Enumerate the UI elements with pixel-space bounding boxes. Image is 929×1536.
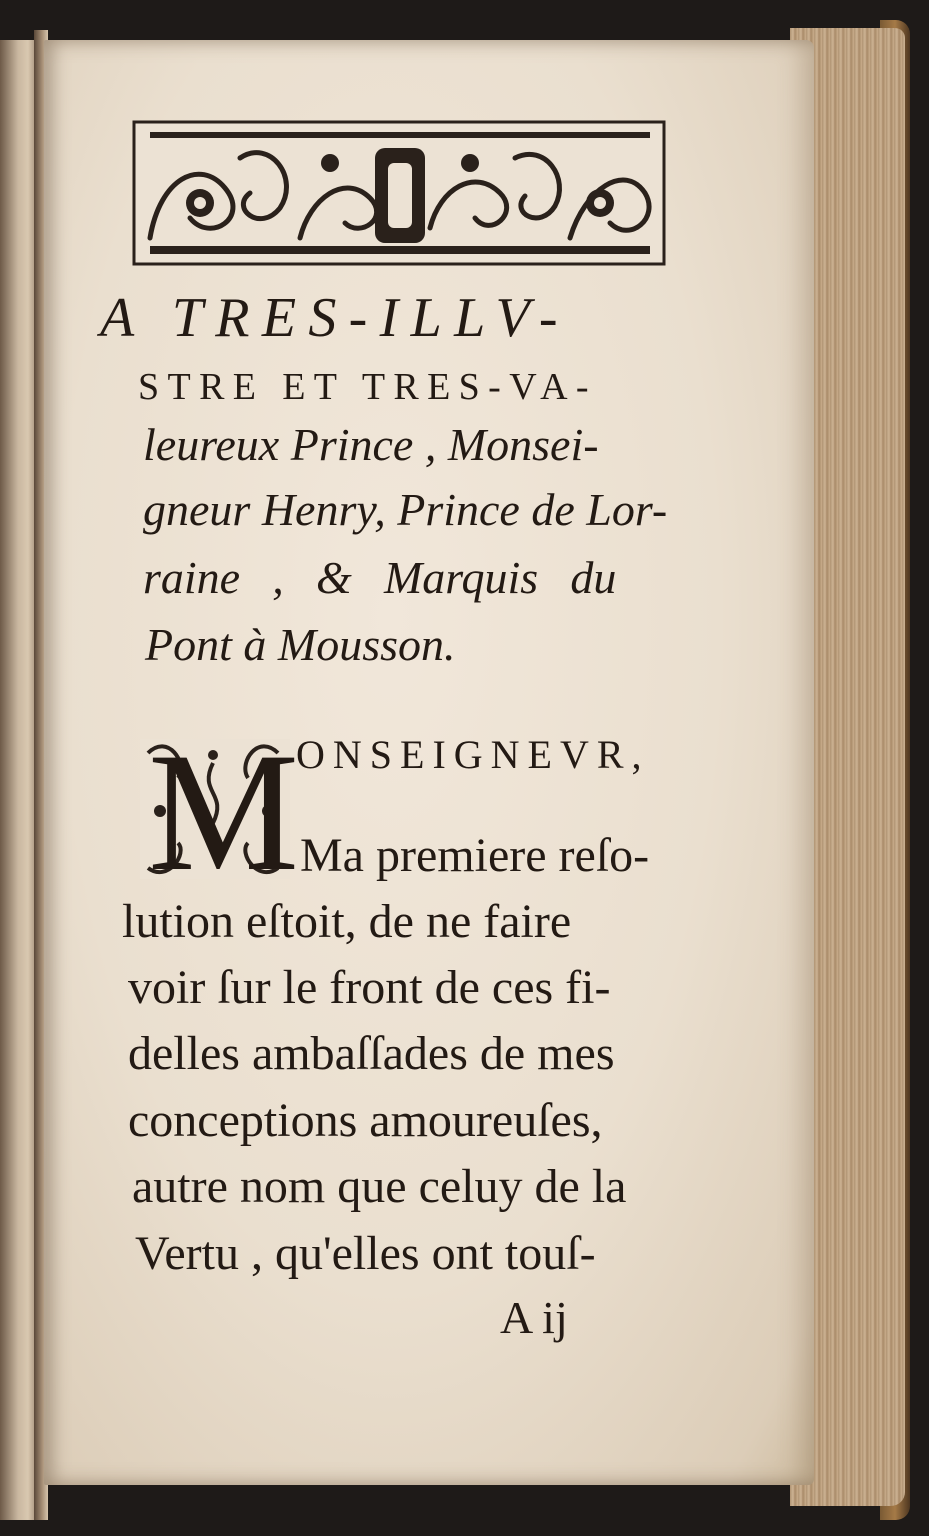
body-line-7: Vertu , qu'elles ont touſ- — [135, 1227, 596, 1280]
decorated-initial — [138, 718, 300, 906]
signature-mark: A ij — [500, 1292, 568, 1343]
heading-line-5: raine , & Marquis du — [143, 552, 617, 603]
heading-line-4: gneur Henry, Prince de Lor- — [143, 484, 668, 535]
heading-line-1: A TRES-ILLV- — [100, 287, 570, 349]
ornamental-headpiece — [130, 118, 668, 268]
body-line-3: voir ſur le front de ces fi- — [128, 961, 611, 1014]
heading-line-2: STRE ET TRES-VA- — [138, 366, 597, 408]
body-line-6: autre nom que celuy de la — [132, 1160, 627, 1213]
body-line-1: Ma premiere reſo- — [300, 829, 650, 882]
body-line-2: lution eſtoit, de ne faire — [122, 895, 572, 948]
initial-letter: M — [148, 718, 300, 906]
heading-line-3: leureux Prince , Monsei- — [143, 419, 599, 470]
body-line-4: delles ambaſſades de mes — [128, 1027, 615, 1080]
heading-line-6: Pont à Mousson. — [145, 619, 456, 670]
body-line-5: conceptions amoureuſes, — [128, 1094, 603, 1147]
salutation-text: ONSEIGNEVR, — [296, 732, 650, 777]
